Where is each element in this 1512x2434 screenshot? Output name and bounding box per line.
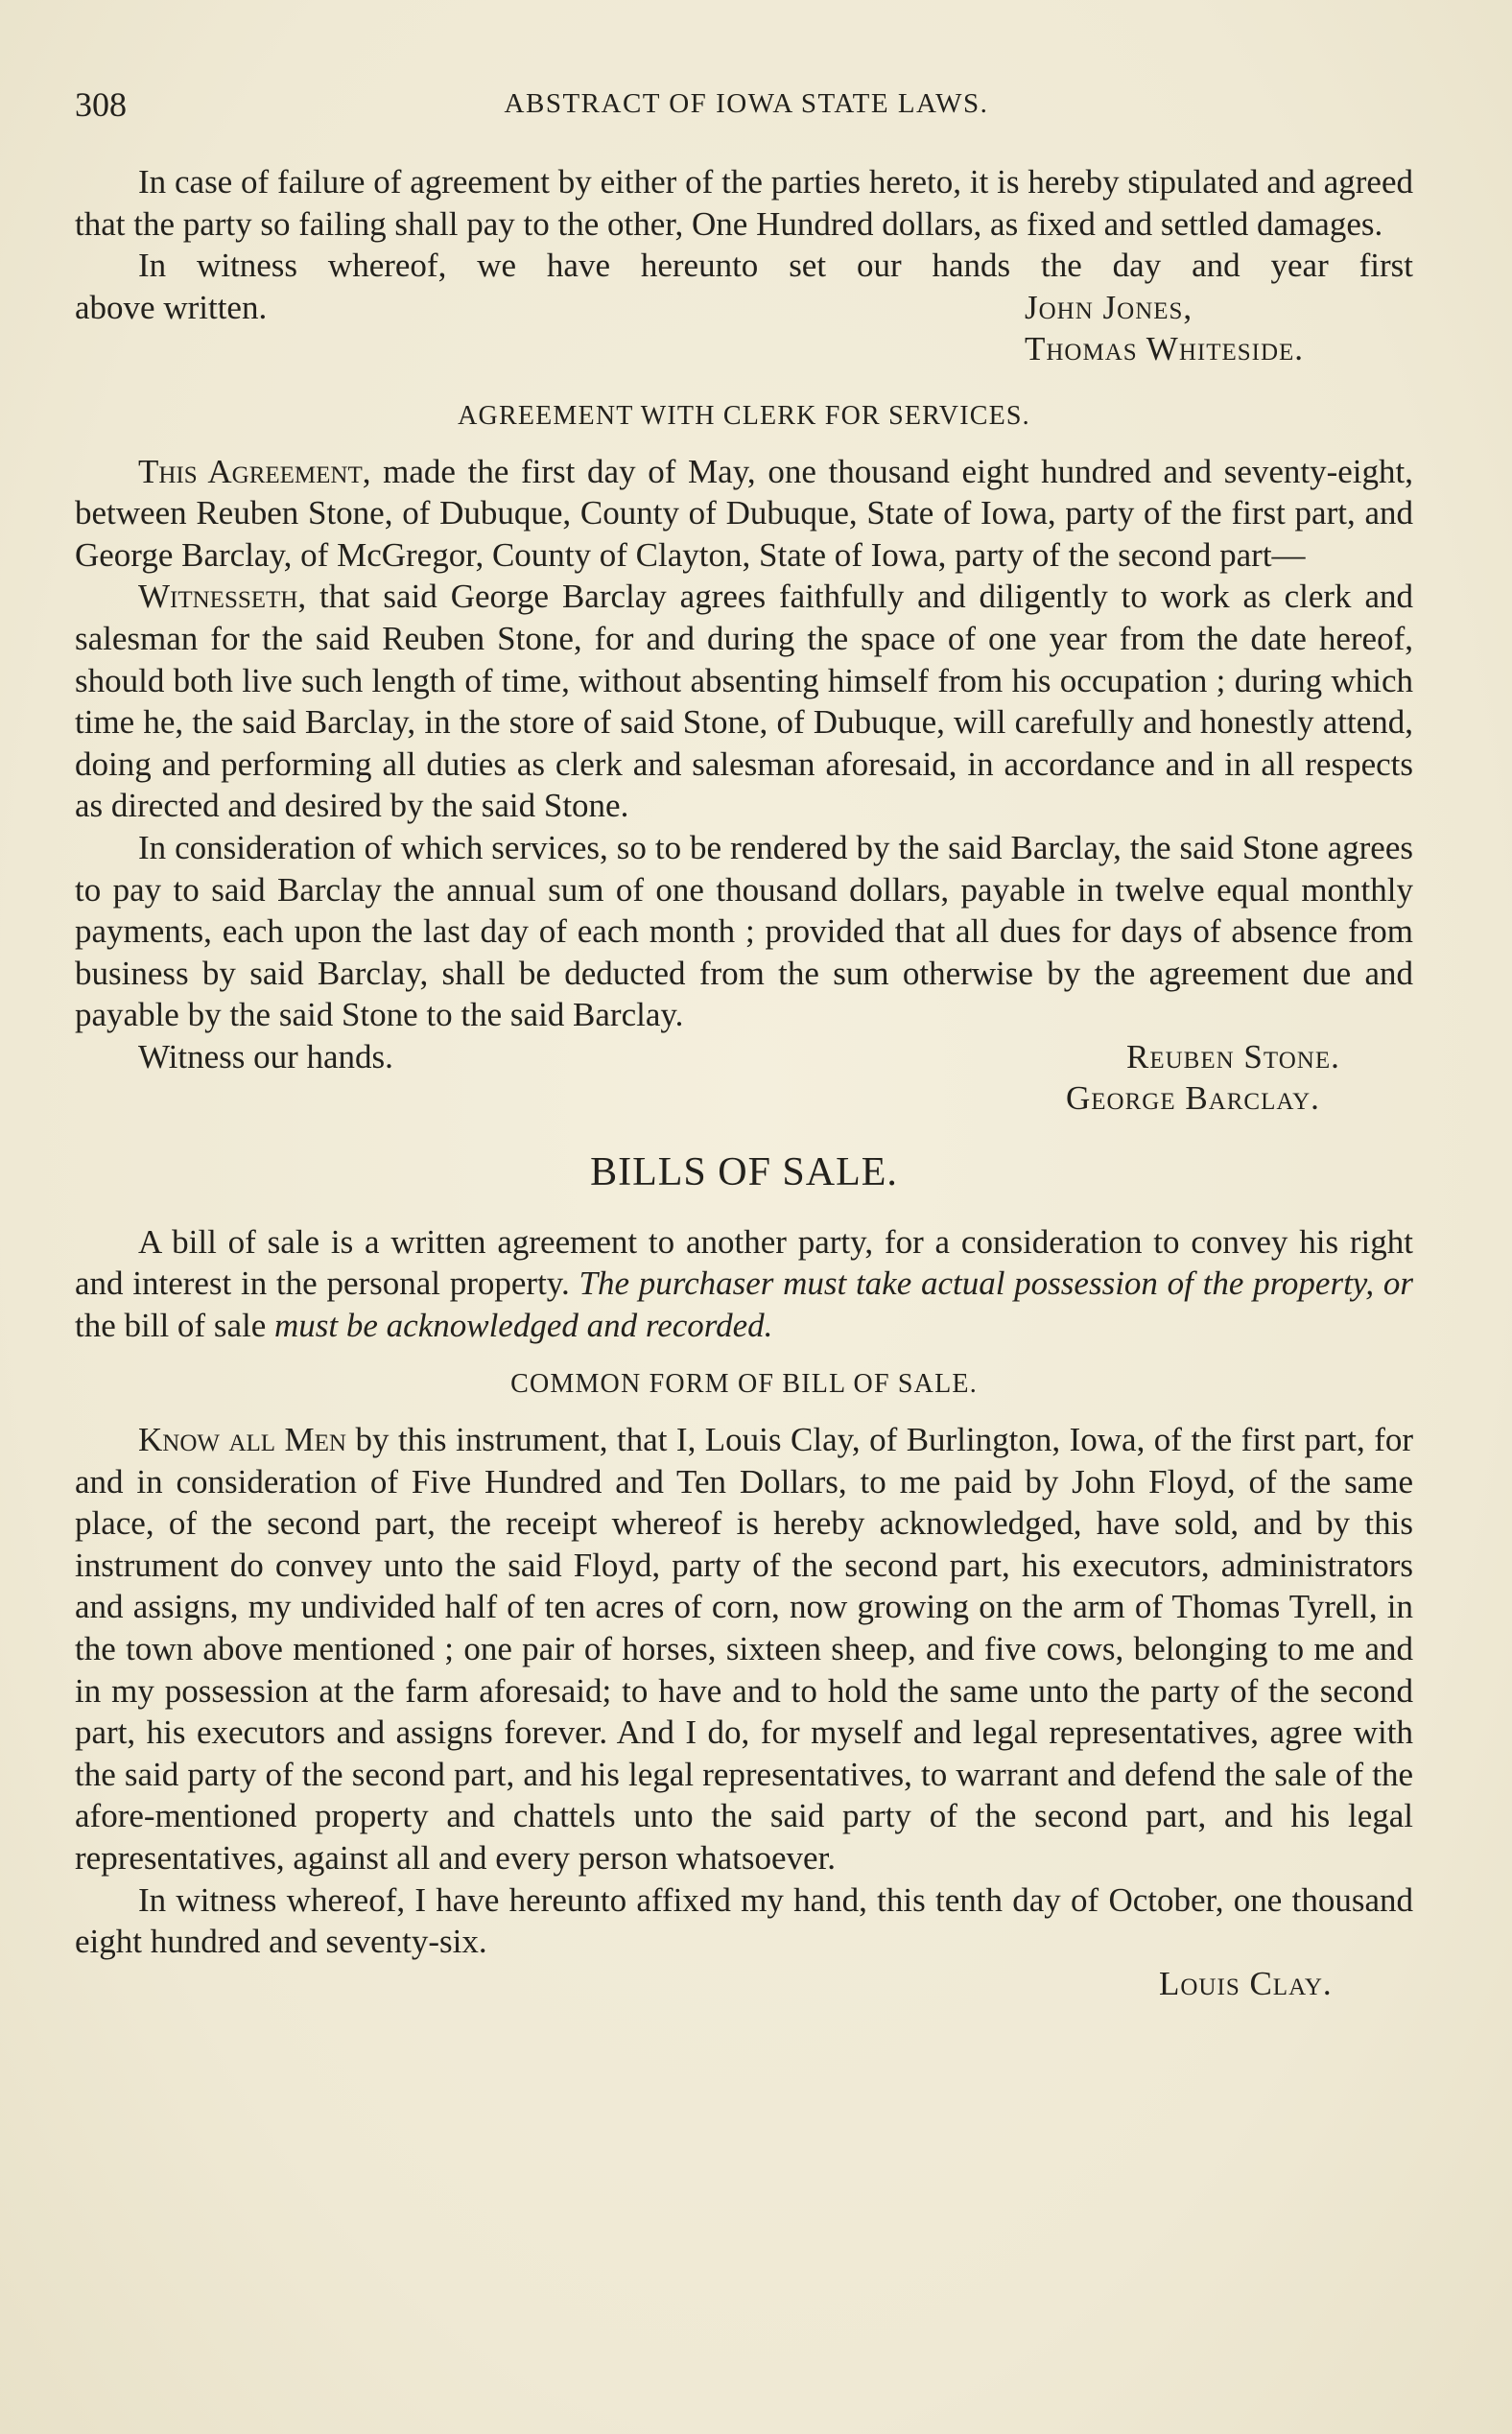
agreement-text: made the first day of May, one thousand eight hundred and seventy-eight, between Reuben Stone, of Dubuque, County of Dubuque, State of Iowa, party of the first part, and George Barclay, of McGregor, County of Clayton, State of Iowa, party of the second part— bbox=[75, 452, 1413, 574]
page-header bbox=[75, 84, 1418, 129]
signature-john-jones: John Jones, bbox=[1025, 288, 1193, 326]
running-head: ABSTRACT OF IOWA STATE LAWS. bbox=[504, 88, 989, 119]
bill-of-sale-witness: In witness whereof, I have hereunto affixed my hand, this tenth day of October, one thousand eight hundred and seventy-six. bbox=[75, 1880, 1413, 1961]
common-form-heading: COMMON FORM OF BILL OF SALE. bbox=[510, 1369, 978, 1400]
witnesseth-lead: Witnesseth, bbox=[138, 578, 307, 616]
bills-of-sale-heading: BILLS OF SALE. bbox=[590, 1150, 898, 1195]
bills-intro-or: or bbox=[1374, 1264, 1413, 1303]
damages-paragraph: In case of failure of agreement by either of the parties hereto, it is hereby stipulated and agreed that the party so failing shall pay to the other, One Hundred dollars, as fixed and settled damages. bbox=[75, 163, 1413, 243]
clerk-agreement-heading: AGREEMENT WITH CLERK FOR SERVICES. bbox=[458, 400, 1030, 431]
clerk-witness-line bbox=[75, 1036, 1413, 1078]
bills-intro-mid: the bill of sale bbox=[75, 1306, 275, 1344]
clerk-agreement-paragraph-3: In consideration of which services, so to be rendered by the said Barclay, the said Stone agrees to pay to said Barclay the annual sum of one thousand dollars, payable in twelve equal monthly payments, each upon the last day of each month ; provided that all dues for days of absence from business by said Barclay, shall be deducted from the sum otherwise by the agreement due and payable by the said Stone to the said Barclay. bbox=[75, 828, 1413, 1034]
clerk-agreement-paragraph-2 bbox=[75, 576, 1413, 827]
witnesseth-text: that said George Barclay agrees faithfully and diligently to work as clerk and salesman for the said Reuben Stone, for and during the space of one year from the date hereof, should both live such length of time, without absenting himself from his occupation ; during which time he, the said Barclay, in the store of said Stone, of Dubuque, will carefully and honestly attend, doing and performing all duties as clerk and salesman aforesaid, in accordance and in all respects as directed and desired by the said Stone. bbox=[75, 578, 1413, 825]
page-number: 308 bbox=[75, 85, 127, 124]
bills-intro-italic-2: must be acknowledged and recorded. bbox=[274, 1306, 773, 1344]
clerk-witness-text: Witness our hands. bbox=[138, 1037, 393, 1075]
signature-louis-clay: Louis Clay. bbox=[1159, 1964, 1333, 2002]
clerk-agreement-paragraph-1 bbox=[75, 451, 1413, 577]
bill-of-sale-form-body bbox=[75, 1419, 1413, 1879]
witness-line-with-signature bbox=[75, 287, 1413, 329]
bills-of-sale-intro bbox=[75, 1221, 1413, 1347]
signature-thomas-whiteside: Thomas Whiteside. bbox=[1025, 330, 1305, 368]
witness-paragraph-line: In witness whereof, we have hereunto set our hands the day and year first bbox=[138, 247, 1413, 285]
know-all-men-lead: Know all Men bbox=[138, 1421, 346, 1459]
signature-george-barclay: George Barclay. bbox=[1066, 1079, 1320, 1118]
bills-intro-plain: A bill of sale is a written agreement to another party, for a consideration to convey his right and interest in the personal property. bbox=[75, 1222, 1413, 1303]
page-body bbox=[75, 161, 1413, 2004]
witness-line-end: above written. bbox=[75, 288, 268, 326]
agreement-lead: This Agreement, bbox=[138, 452, 371, 490]
form-body-text: by this instrument, that I, Louis Clay, of Burlington, Iowa, of the first part, for and in consideration of Five Hundred and Ten Dollars, to me paid by John Floyd, of the same place, of the second part, the receipt whereof is hereby acknowledged, have sold, and by this instrument do convey unto the said Floyd, party of the second part, his executors, administrators and assigns, my undivided half of ten acres of corn, now growing on the arm of Thomas Tyrell, in the town above mentioned ; one pair of horses, sixteen sheep, and five cows, belonging to me and in my possession at the farm aforesaid; to have and to hold the same unto the party of the second part, his executors and assigns forever. And I do, for myself and legal representatives, agree with the said party of the second part, and his legal representatives, to warrant and defend the sale of the afore-mentioned property and chattels unto the said party of the second part, and his legal representatives, against all and every person whatsoever. bbox=[75, 1421, 1414, 1877]
signature-reuben-stone: Reuben Stone. bbox=[1126, 1037, 1340, 1075]
bills-intro-italic-1: The purchaser must take actual possession of the property, bbox=[579, 1264, 1375, 1303]
